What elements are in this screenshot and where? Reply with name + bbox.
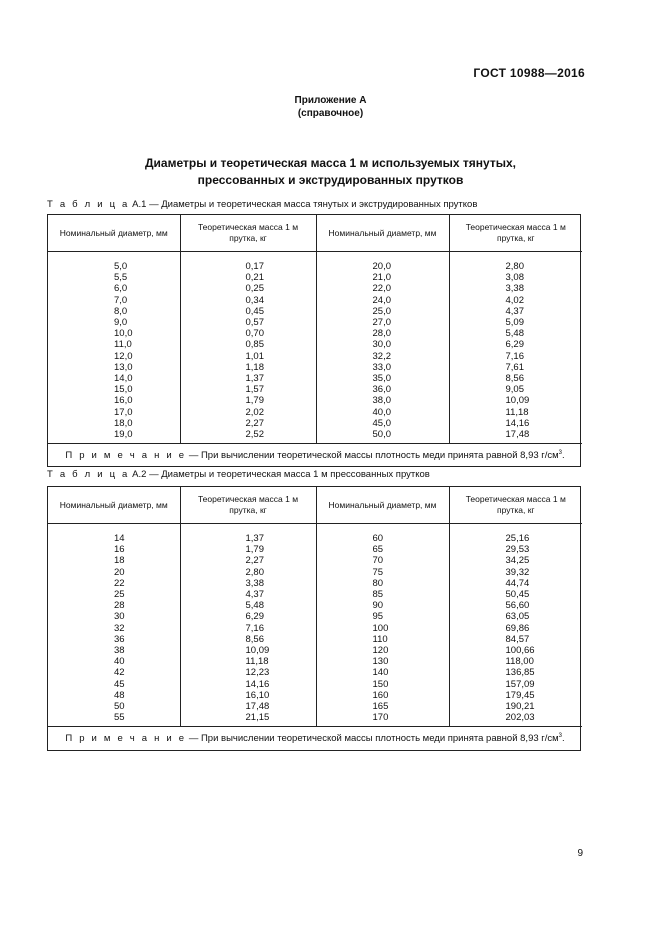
table-cell: 140 [372,667,389,679]
table-cell: 22,0 [372,283,391,295]
table-cell: 110 [372,633,388,645]
table1-header-diameter: Номинальный диаметр, мм [48,215,180,252]
table-cell: 35,0 [372,373,391,385]
table-cell: 0,57 [245,317,264,329]
table-cell: 21,15 [245,712,270,724]
table-cell: 1,79 [245,544,264,556]
table-cell: 9,05 [505,384,524,396]
table2-note-sup: 3 [558,733,562,740]
table-cell: 118,00 [505,656,534,668]
table-cell: 2,52 [245,429,264,441]
table-cell: 6,29 [245,611,264,623]
table-cell: 160 [372,689,389,701]
table-cell: 11,18 [245,656,269,668]
table-cell: 0,34 [245,294,264,306]
table-cell: 38 [114,645,125,657]
table-cell: 4,37 [245,589,264,601]
table-cell: 40,0 [372,406,391,418]
table-cell: 7,16 [505,350,524,362]
table1-col-diameter-1 [48,252,180,444]
table-cell: 3,08 [505,272,524,284]
table-cell: 165 [372,701,389,713]
table-cell: 1,57 [245,384,264,396]
table-cell: 85 [372,589,384,601]
table-cell: 28 [114,600,125,612]
table-cell: 0,25 [245,283,264,295]
table2-caption [47,469,430,480]
table-cell: 18 [114,555,125,567]
table-cell: 28,0 [372,328,391,340]
table1-header-mass: Теоретическая масса 1 м прутка, кг [449,215,582,252]
table-cell: 42 [114,667,125,679]
table-cell: 4,02 [505,294,524,306]
table-cell: 150 [372,678,389,690]
table-cell: 60 [372,533,384,544]
page-number: 9 [577,848,583,859]
table-cell: 65 [372,544,384,556]
table-cell: 16,0 [114,395,133,407]
table-cell: 45 [114,678,125,690]
table-cell: 7,0 [114,294,128,306]
table-cell: 10,09 [245,645,270,657]
table2-header-mass: Теоретическая масса 1 м прутка, кг [449,487,582,524]
table-cell: 50,45 [505,589,530,601]
table1-header-diameter: Номинальный диаметр, мм [316,215,449,252]
table-cell: 0,85 [245,339,264,351]
table-cell: 25 [114,589,125,601]
table-cell: 29,53 [505,544,530,556]
table-cell: 1,18 [245,361,264,373]
table-cell: 120 [372,645,389,657]
table2-col-mass-1 [180,524,316,727]
table2-header-mass: Теоретическая масса 1 м прутка, кг [180,487,316,524]
table-cell: 7,16 [245,622,264,634]
table-cell: 0,17 [245,261,264,272]
table2-header-row [48,487,582,524]
table-cell: 44,74 [505,577,530,589]
table-cell: 36 [114,633,125,645]
table-cell: 8,56 [245,633,264,645]
table-cell: 20,0 [372,261,391,272]
table-cell: 16 [114,544,125,556]
table-cell: 75 [372,566,384,578]
annex-title: Приложение А [294,95,367,106]
table-cell: 39,32 [505,566,530,578]
table-cell: 157,09 [505,678,535,690]
section-title [0,155,661,189]
table1-note-prefix: П р и м е ч а н и е [65,450,187,462]
table-cell: 33,0 [372,361,391,373]
table-cell: 48 [114,689,125,701]
table2-header-diameter: Номинальный диаметр, мм [316,487,449,524]
table-cell: 55 [114,712,125,724]
table-cell: 84,57 [505,633,530,645]
table-cell: 21,0 [372,272,391,284]
table2-note [48,727,582,750]
table-cell: 12,0 [114,350,133,362]
table-cell: 63,05 [505,611,530,623]
table2-note-end: . [562,733,565,745]
table1-body-row [48,252,582,444]
table-cell: 9,0 [114,317,128,329]
table2-caption-text: А.2 — Диаметры и теоретическая масса 1 м прессованных прутков [129,469,430,480]
table-cell: 0,21 [245,272,264,284]
table1-caption-prefix: Т а б л и ц а [47,199,130,210]
table-cell: 14,16 [245,678,270,690]
table-cell: 170 [372,712,389,724]
table-cell: 32,2 [372,350,391,362]
table2-col-mass-2 [449,524,582,727]
table-cell: 50,0 [372,429,391,441]
table-cell: 13,0 [114,361,133,373]
table1-caption-text: А.1 — Диаметры и теоретическая масса тянутых и экструдированных прутков [129,199,478,210]
table-cell: 17,48 [245,701,270,713]
table-cell: 10,0 [114,328,133,340]
table-cell: 6,0 [114,283,128,295]
table-cell: 5,48 [245,600,264,612]
table-cell: 25,16 [505,533,530,544]
table-cell: 40 [114,656,125,668]
table-cell: 100,66 [505,645,535,657]
table-cell: 20 [114,566,125,578]
table-cell: 27,0 [372,317,391,329]
table-cell: 17,48 [505,429,530,441]
section-title-line2: прессованных и экструдированных прутков [197,173,464,187]
table1-header-mass: Теоретическая масса 1 м прутка, кг [180,215,316,252]
table-cell: 2,02 [245,406,264,418]
table-cell: 1,01 [245,350,264,362]
table-cell: 30 [114,611,125,623]
table-cell: 1,37 [245,533,264,544]
table-cell: 95 [372,611,384,623]
table1-col-diameter-2 [316,252,449,444]
table-cell: 202,03 [505,712,535,724]
table-cell: 5,5 [114,272,128,284]
table-cell: 136,85 [505,667,535,679]
table-cell: 7,61 [505,361,524,373]
table-cell: 5,48 [505,328,524,340]
table-cell: 14,0 [114,373,133,385]
table-cell: 50 [114,701,125,713]
table-cell: 2,27 [245,417,264,429]
table-cell: 90 [372,600,384,612]
table-cell: 12,23 [245,667,270,679]
table-cell: 14 [114,533,125,544]
table-cell: 25,0 [372,305,391,317]
table-cell: 18,0 [114,417,133,429]
table-cell: 2,27 [245,555,264,567]
table1-caption [47,199,477,210]
table-cell: 30,0 [372,339,391,351]
table-cell: 32 [114,622,125,634]
table1-note-row [48,444,582,467]
table-cell: 1,37 [245,373,264,385]
table2-col-diameter-1 [48,524,180,727]
table-cell: 3,38 [245,577,264,589]
table-cell: 130 [372,656,389,668]
table-cell: 19,0 [114,429,133,441]
table-cell: 34,25 [505,555,530,567]
table-cell: 5,0 [114,261,128,272]
table-cell: 14,16 [505,417,530,429]
table-cell: 8,0 [114,305,128,317]
table-cell: 10,09 [505,395,530,407]
table-cell: 24,0 [372,294,391,306]
table-cell: 22 [114,577,125,589]
table-cell: 0,70 [245,328,264,340]
standard-number: ГОСТ 10988—2016 [473,66,585,80]
table1-note-text: — При вычислении теоретической массы плотность меди принята равной 8,93 г/см [186,450,559,462]
table-cell: 100 [372,622,389,634]
table1-note-end: . [562,450,565,462]
table-cell: 56,60 [505,600,530,612]
table2-note-row [48,727,582,750]
table-cell: 69,86 [505,622,530,634]
table-cell: 45,0 [372,417,391,429]
table-cell: 8,56 [505,373,524,385]
table2-col-diameter-2 [316,524,449,727]
table1 [47,214,581,467]
table-cell: 80 [372,577,384,589]
table-cell: 16,10 [245,689,270,701]
table-cell: 38,0 [372,395,391,407]
table-cell: 6,29 [505,339,524,351]
table-cell: 2,80 [245,566,264,578]
table1-note [48,444,582,467]
table-cell: 11,18 [505,406,529,418]
table-cell: 1,79 [245,395,264,407]
table1-col-mass-2 [449,252,582,444]
table-cell: 11,0 [114,339,132,351]
table-cell: 17,0 [114,406,133,418]
table-cell: 3,38 [505,283,524,295]
table-cell: 190,21 [505,701,535,713]
table-cell: 0,45 [245,305,264,317]
table2-note-prefix: П р и м е ч а н и е [65,733,187,745]
table1-note-sup: 3 [558,450,562,457]
table-cell: 70 [372,555,384,567]
table-cell: 179,45 [505,689,535,701]
section-title-line1: Диаметры и теоретическая масса 1 м используемых тянутых, [145,156,516,170]
table-cell: 5,09 [505,317,524,329]
table1-header-row [48,215,582,252]
table2-note-text: — При вычислении теоретической массы плотность меди принята равной 8,93 г/см [186,733,559,745]
table-cell: 15,0 [114,384,133,396]
annex-subtitle: (справочное) [297,108,364,119]
table2-header-diameter: Номинальный диаметр, мм [48,487,180,524]
table2-body-row [48,524,582,727]
table2-caption-prefix: Т а б л и ц а [47,469,130,480]
table-cell: 36,0 [372,384,391,396]
table2 [47,486,581,751]
table-cell: 2,80 [505,261,524,272]
table-cell: 4,37 [505,305,524,317]
table1-col-mass-1 [180,252,316,444]
